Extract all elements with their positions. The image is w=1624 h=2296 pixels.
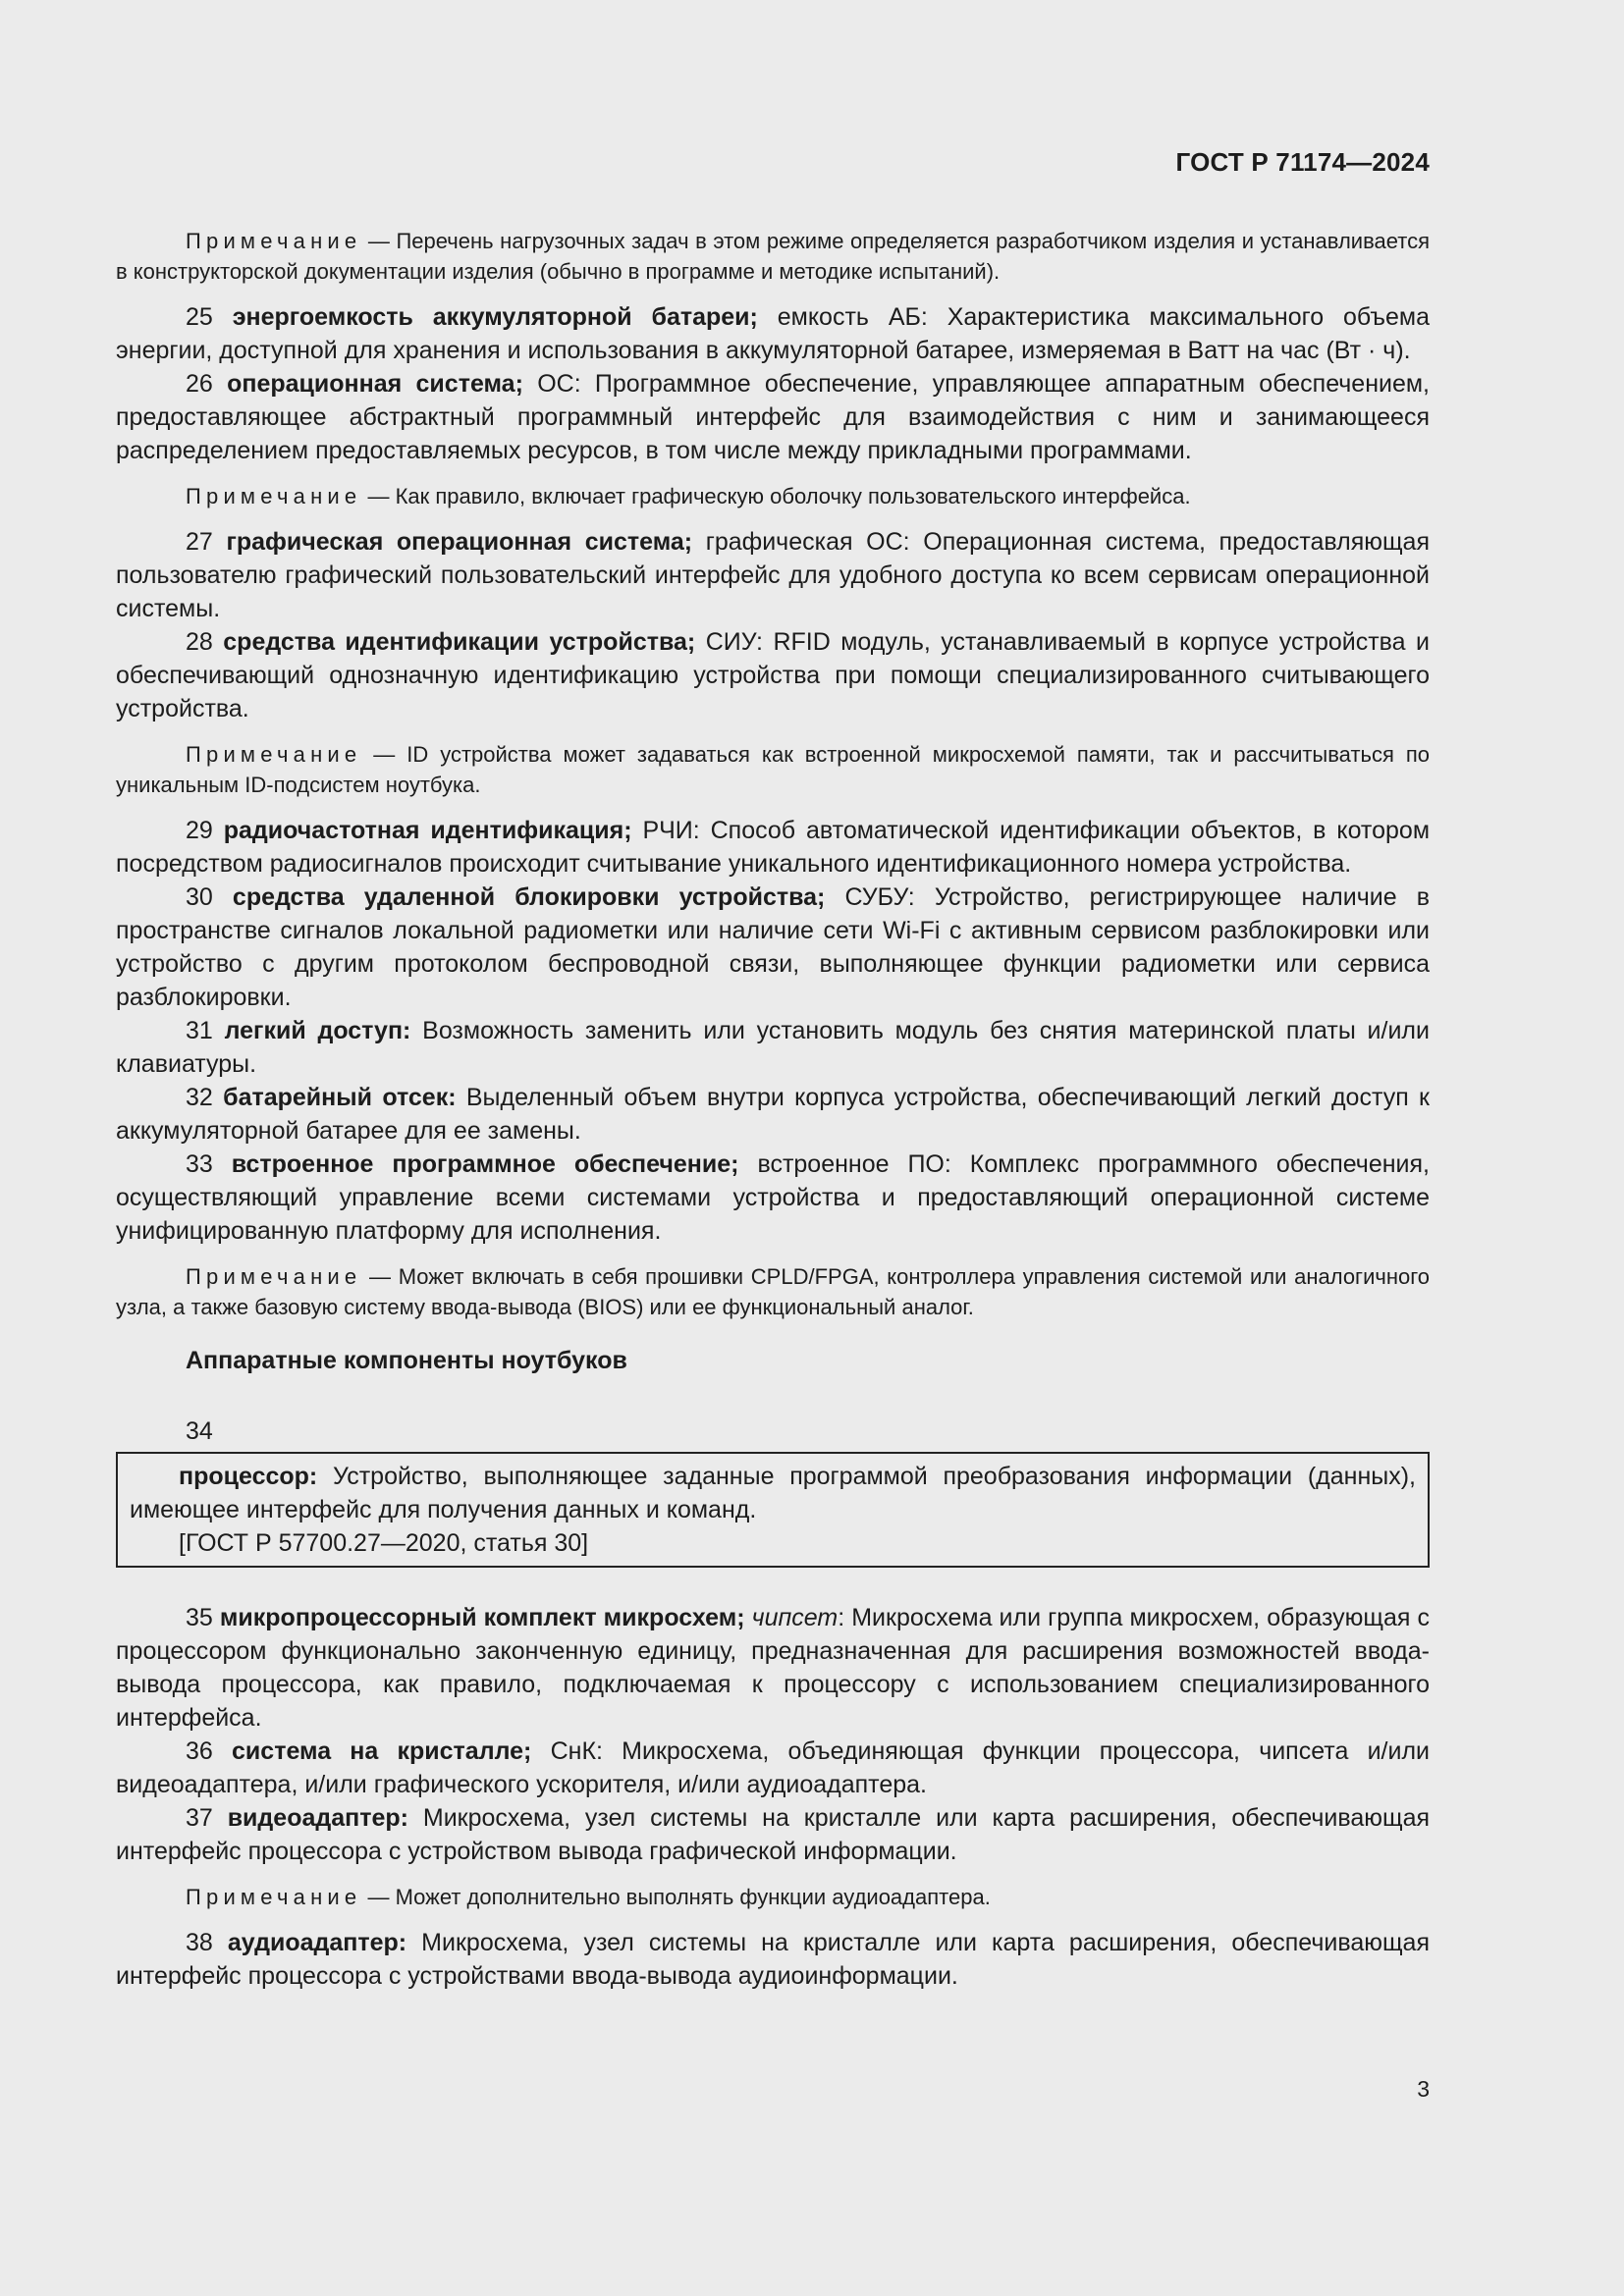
definition-31: 31 легкий доступ: Возможность заменить или установить модуль без снятия материнской платы и/или клавиатуры. xyxy=(116,1017,1430,1078)
definition-38: 38 аудиоадаптер: Микросхема, узел системы на кристалле или карта расширения, обеспечивающая интерфейс процессора с устройствами ввода-вывода аудиоинформации. xyxy=(116,1929,1430,1990)
note-label: Примечание xyxy=(186,229,362,253)
note-label: Примечание xyxy=(186,1885,362,1909)
definition-34-number: 34 xyxy=(186,1417,213,1445)
term: встроенное программное обеспечение; xyxy=(231,1150,739,1178)
definition-30: 30 средства удаленной блокировки устройства; СУБУ: Устройство, регистрирующее наличие в пространстве сигналов локальной радиометки или наличие сети Wi-Fi с активным сервисом разблокировки или устройство с другим протоколом беспроводной связи, выполняющее функции радиометки или сервиса разблокировки. xyxy=(116,883,1430,1011)
term: процессор: xyxy=(179,1463,318,1490)
term: энергоемкость аккумуляторной батареи; xyxy=(232,303,758,331)
definition-26: 26 операционная система; ОС: Программное обеспечение, управляющее аппаратным обеспечением, предоставляющее абстрактный программный интерфейс для взаимодействия с ним и занимающееся распределением предоставляемых ресурсов, в том числе между прикладными программами. xyxy=(116,370,1431,464)
term: радиочастотная идентификация; xyxy=(223,817,632,844)
definition-33: 33 встроенное программное обеспечение; встроенное ПО: Комплекс программного обеспечения, осуществляющий управление всеми системами устройства и предоставляющий операционной системе унифицированную платформу для исполнения. xyxy=(116,1150,1430,1245)
term: легкий доступ: xyxy=(224,1017,411,1044)
term: графическая операционная система; xyxy=(226,528,693,556)
note-label: Примечание xyxy=(186,484,362,508)
page-body xyxy=(116,0,1430,1993)
note-3: Примечание — ID устройства может задаваться как встроенной микросхемой памяти, так и рассчитываться по уникальным ID-подсистем ноутбука. xyxy=(116,742,1430,797)
note-label: Примечание xyxy=(186,1264,362,1289)
note-1: Примечание — Перечень нагрузочных задач в этом режиме определяется разработчиком изделия и устанавливается в конструкторской документации изделия (обычно в программе и методике испытаний). xyxy=(116,229,1430,284)
term: средства идентификации устройства; xyxy=(223,628,696,656)
definition-34: процессор: Устройство, выполняющее заданные программой преобразования информации (данных), имеющее интерфейс для получения данных и команд. xyxy=(130,1463,1416,1523)
term: батарейный отсек: xyxy=(223,1084,457,1111)
definition-37: 37 видеоадаптер: Микросхема, узел системы на кристалле или карта расширения, обеспечивающая интерфейс процессора с устройством вывода графической информации. xyxy=(116,1804,1431,1865)
definition-35: 35 микропроцессорный комплект микросхем; чипсет: Микросхема или группа микросхем, образующая с процессором функционально законченную единицу, предназначенная для расширения возможностей ввода-вывода процессора, как правило, подключаемая к процессору с использованием специализированного интерфейса. xyxy=(116,1604,1431,1732)
alt-term: чипсет xyxy=(751,1604,839,1631)
definition-32: 32 батарейный отсек: Выделенный объем внутри корпуса устройства, обеспечивающий легкий доступ к аккумуляторной батарее для ее замены. xyxy=(116,1084,1430,1145)
term: микропроцессорный комплект микросхем; xyxy=(219,1604,745,1631)
note-5: Примечание — Может дополнительно выполнять функции аудиоадаптера. xyxy=(186,1885,991,1909)
section-heading: Аппаратные компоненты ноутбуков xyxy=(186,1347,627,1374)
note-4: Примечание — Может включать в себя прошивки CPLD/FPGA, контроллера управления системой или аналогичного узла, а также базовую систему ввода-вывода (BIOS) или ее функциональный аналог. xyxy=(116,1264,1430,1319)
definition-28: 28 средства идентификации устройства; СИУ: RFID модуль, устанавливаемый в корпусе устройства и обеспечивающий однозначную идентификацию устройства при помощи специализированного считывающего устройства. xyxy=(116,628,1430,722)
term: аудиоадаптер: xyxy=(227,1929,407,1956)
term: средства удаленной блокировки устройства; xyxy=(232,883,826,911)
definition-25: 25 энергоемкость аккумуляторной батареи; емкость АБ: Характеристика максимального объема энергии, доступной для хранения и использования в аккумуляторной батарее, измеряемая в Ватт на час (Вт · ч). xyxy=(116,303,1430,364)
definition-29: 29 радиочастотная идентификация; РЧИ: Способ автоматической идентификации объектов, в котором посредством радиосигналов происходит считывание уникального идентификационного номера устройства. xyxy=(116,817,1430,878)
term: система на кристалле; xyxy=(232,1737,532,1765)
term: видеоадаптер: xyxy=(227,1804,408,1832)
document-id: ГОСТ Р 71174—2024 xyxy=(1175,147,1430,177)
page-number: 3 xyxy=(1417,2076,1430,2102)
definition-36: 36 система на кристалле; СнК: Микросхема, объединяющая функции процессора, чипсета и/или видеоадаптера, и/или графического ускорителя, и/или аудиоадаптера. xyxy=(116,1737,1431,1798)
note-2: Примечание — Как правило, включает графическую оболочку пользовательского интерфейса. xyxy=(186,484,1191,508)
term: операционная система; xyxy=(227,370,523,398)
definition-27: 27 графическая операционная система; графическая ОС: Операционная система, предоставляющая пользователю графический пользовательский интерфейс для удобного доступа ко всем сервисам операционной системы. xyxy=(116,528,1430,622)
quoted-definition-box xyxy=(116,1452,1430,1568)
note-label: Примечание xyxy=(186,742,362,767)
standard-reference: [ГОСТ Р 57700.27—2020, статья 30] xyxy=(179,1529,589,1557)
